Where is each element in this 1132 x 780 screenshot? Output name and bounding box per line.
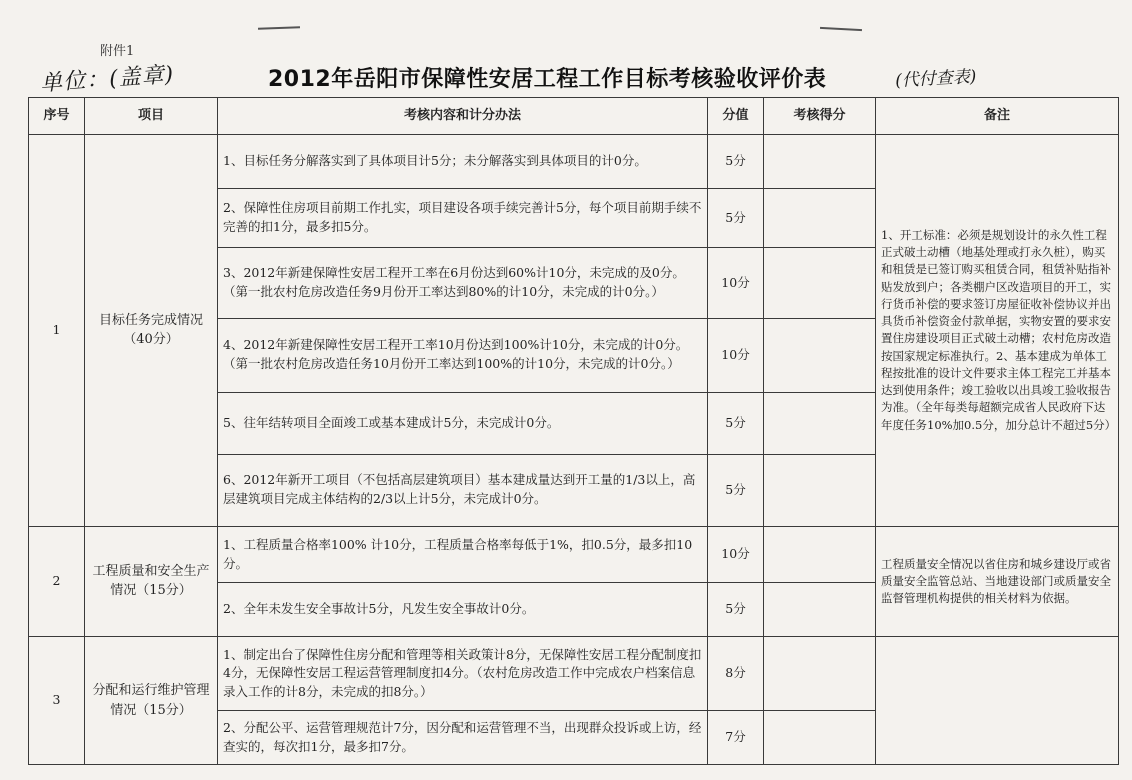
header-content: 考核内容和计分办法	[218, 98, 708, 135]
scan-mark-right	[820, 27, 862, 31]
header-score: 分值	[708, 98, 764, 135]
criterion-content: 2、保障性住房项目前期工作扎实，项目建设各项手续完善计5分，每个项目前期手续不完善的扣1分，最多扣5分。	[218, 188, 708, 248]
header-item: 项目	[85, 98, 218, 135]
criterion-content: 2、全年未发生安全事故计5分，凡发生安全事故计0分。	[218, 583, 708, 637]
criterion-score: 8分	[708, 637, 764, 711]
assessed-score-cell[interactable]	[764, 248, 876, 318]
criterion-score: 5分	[708, 188, 764, 248]
assessed-score-cell[interactable]	[764, 135, 876, 189]
assessed-score-cell[interactable]	[764, 637, 876, 711]
group-remark: 1、开工标准：必须是规划设计的永久性工程正式破土动槽（地基处理或打永久桩），购买和租赁是已签订购买租赁合同，租赁补贴指补贴发放到户；各类棚户区改造项目的开工，实行货币补偿的要求签订房屋征收补偿协议并出具货币补偿资金付款单据，实物安置的要求安置住房建设项目正式破土动槽；农村危房改造按国家规定标准执行。2、基本建成为单体工程按批准的设计文件要求主体工程完工并基本达到使用条件；竣工验收以出具竣工验收报告为准。（全年每类每超额完成省人民政府下达年度任务10%加0.5分，加分总计不超过5分）	[876, 135, 1119, 527]
criterion-content: 4、2012年新建保障性安居工程开工率10月份达到100%计10分，未完成的计0分。（第一批农村危房改造任务10月份开工率达到100%的计10分，未完成的计0分。）	[218, 318, 708, 392]
group-remark: 工程质量安全情况以省住房和城乡建设厅或省质量安全监管总站、当地建设部门或质量安全监督管理机构提供的相关材料为依据。	[876, 526, 1119, 636]
assessed-score-cell[interactable]	[764, 392, 876, 454]
group-remark	[876, 637, 1119, 765]
evaluation-table	[28, 97, 1119, 765]
criterion-content: 3、2012年新建保障性安居工程开工率在6月份达到60%计10分，未完成的及0分。（第一批农村危房改造任务9月份开工率达到80%的计10分，未完成的计0分。）	[218, 248, 708, 318]
attachment-label: 附件1	[100, 44, 135, 59]
table-header-row	[29, 98, 1119, 135]
group-item: 目标任务完成情况（40分）	[85, 135, 218, 527]
assessed-score-cell[interactable]	[764, 583, 876, 637]
table-row	[29, 135, 1119, 189]
scan-mark-left	[258, 26, 300, 29]
criterion-content: 2、分配公平、运营管理规范计7分，因分配和运营管理不当，出现群众投诉或上访，经查实的，每次扣1分，最多扣7分。	[218, 711, 708, 765]
criterion-score: 10分	[708, 318, 764, 392]
header-remark: 备注	[876, 98, 1119, 135]
criterion-content: 6、2012年新开工项目（不包括高层建筑项目）基本建成量达到开工量的1/3以上，高层建筑项目完成主体结构的2/3以上计5分，未完成计0分。	[218, 454, 708, 526]
criterion-content: 5、往年结转项目全面竣工或基本建成计5分，未完成计0分。	[218, 392, 708, 454]
document-title: 2012年岳阳市保障性安居工程工作目标考核验收评价表	[268, 67, 827, 92]
assessed-score-cell[interactable]	[764, 526, 876, 583]
table-row	[29, 526, 1119, 583]
assessed-score-cell[interactable]	[764, 711, 876, 765]
group-number: 3	[29, 637, 85, 765]
criterion-score: 5分	[708, 135, 764, 189]
assessed-score-cell[interactable]	[764, 454, 876, 526]
criterion-score: 5分	[708, 454, 764, 526]
criterion-score: 10分	[708, 526, 764, 583]
header-number: 序号	[29, 98, 85, 135]
criterion-score: 10分	[708, 248, 764, 318]
header-assessed-score: 考核得分	[764, 98, 876, 135]
unit-seal-handwritten: 单位：(盖章)	[39, 62, 176, 97]
criterion-content: 1、制定出台了保障性住房分配和管理等相关政策计8分，无保障性安居工程分配制度扣4分，无保障性安居工程运营管理制度扣4分。（农村危房改造工作中完成农户档案信息录入工作的计8分，未完成的扣8分。）	[218, 637, 708, 711]
criterion-score: 5分	[708, 392, 764, 454]
criterion-content: 1、目标任务分解落实到了具体项目计5分；未分解落实到具体项目的计0分。	[218, 135, 708, 189]
title-handwritten-note: (代付查表)	[894, 66, 977, 92]
group-number: 1	[29, 135, 85, 527]
group-number: 2	[29, 526, 85, 636]
assessed-score-cell[interactable]	[764, 188, 876, 248]
assessed-score-cell[interactable]	[764, 318, 876, 392]
criterion-score: 5分	[708, 583, 764, 637]
group-item: 工程质量和安全生产情况（15分）	[85, 526, 218, 636]
criterion-content: 1、工程质量合格率100% 计10分，工程质量合格率每低于1%，扣0.5分，最多扣10分。	[218, 526, 708, 583]
criterion-score: 7分	[708, 711, 764, 765]
group-item: 分配和运行维护管理情况（15分）	[85, 637, 218, 765]
table-row	[29, 637, 1119, 711]
